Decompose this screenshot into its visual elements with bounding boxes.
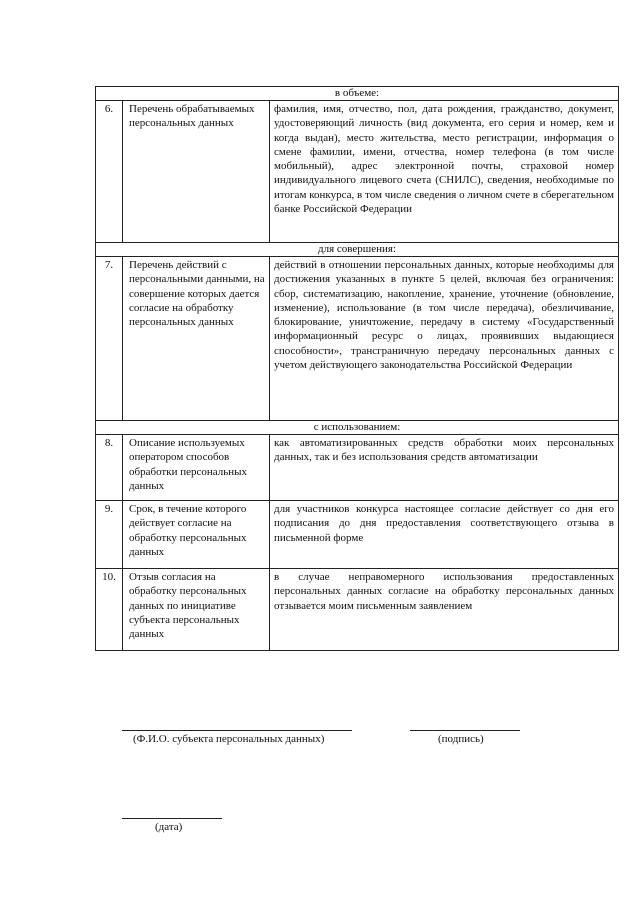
- section-row-actions: [96, 243, 619, 257]
- date-line: [122, 818, 222, 819]
- row-value: фамилия, имя, отчество, пол, дата рождения, гражданство, документ, удостоверяющий личность (вид документа, его серия и номер, кем и когда выдан), место жительства, место регистрации, информация о смене фамилии, имени, отчества, номер телефона (в том числе мобильный), адрес электронной почты, страховой номер индивидуального лицевого счета (СНИЛС), сведения, необходимые по итогам конкурса, в том числе сведения о личном счете в сберегательном банке Российской Федерации: [270, 101, 619, 243]
- row-value: действий в отношении персональных данных, которые необходимы для достижения указанных в пункте 5 целей, включая без ограничения: сбор, систематизацию, накопление, хранение, уточнение (обновление, изменение), использование (в том числе передача), обезличивание, блокирование, уничтожение, передачу в систему «Государственный информационный ресурс о лицах, проявивших выдающиеся способности», трансграничную передачу персональных данных с учетом действующего законодательства Российской Федерации: [270, 257, 619, 421]
- row-number: 10.: [96, 569, 123, 651]
- row-value: в случае неправомерного использования предоставленных персональных данных согласие на обработку персональных данных отзывается моим письменным заявлением: [270, 569, 619, 651]
- signature-caption: (подпись): [438, 733, 484, 745]
- section-heading-usage: с использованием:: [96, 421, 619, 435]
- table-row-8: [96, 435, 619, 501]
- section-row-scope: [96, 87, 619, 101]
- table-row-10: [96, 569, 619, 651]
- row-label: Отзыв согласия на обработку персональных данных по инициативе субъекта персональных данных: [123, 569, 270, 651]
- table-row-6: [96, 101, 619, 243]
- section-heading-actions: для совершения:: [96, 243, 619, 257]
- row-label: Перечень действий с персональными данными, на совершение которых дается согласие на обработку персональных данных: [123, 257, 270, 421]
- section-heading-scope: в объеме:: [96, 87, 619, 101]
- consent-table-container: [95, 86, 619, 651]
- date-caption: (дата): [155, 821, 183, 833]
- signature-line: [410, 730, 520, 731]
- row-value: для участников конкурса настоящее согласие действует со дня его подписания до дня предоставления соответствующего отзыва в письменной форме: [270, 501, 619, 569]
- row-label: Описание используемых оператором способов обработки персональных данных: [123, 435, 270, 501]
- name-signature-line: [122, 730, 352, 731]
- consent-table: [95, 86, 619, 651]
- row-label: Перечень обрабатываемых персональных данных: [123, 101, 270, 243]
- row-number: 7.: [96, 257, 123, 421]
- table-row-9: [96, 501, 619, 569]
- row-number: 6.: [96, 101, 123, 243]
- row-value: как автоматизированных средств обработки моих персональных данных, так и без использования средств автоматизации: [270, 435, 619, 501]
- row-label: Срок, в течение которого действует согласие на обработку персональных данных: [123, 501, 270, 569]
- table-row-7: [96, 257, 619, 421]
- section-row-usage: [96, 421, 619, 435]
- name-caption: (Ф.И.О. субъекта персональных данных): [133, 733, 325, 745]
- row-number: 8.: [96, 435, 123, 501]
- row-number: 9.: [96, 501, 123, 569]
